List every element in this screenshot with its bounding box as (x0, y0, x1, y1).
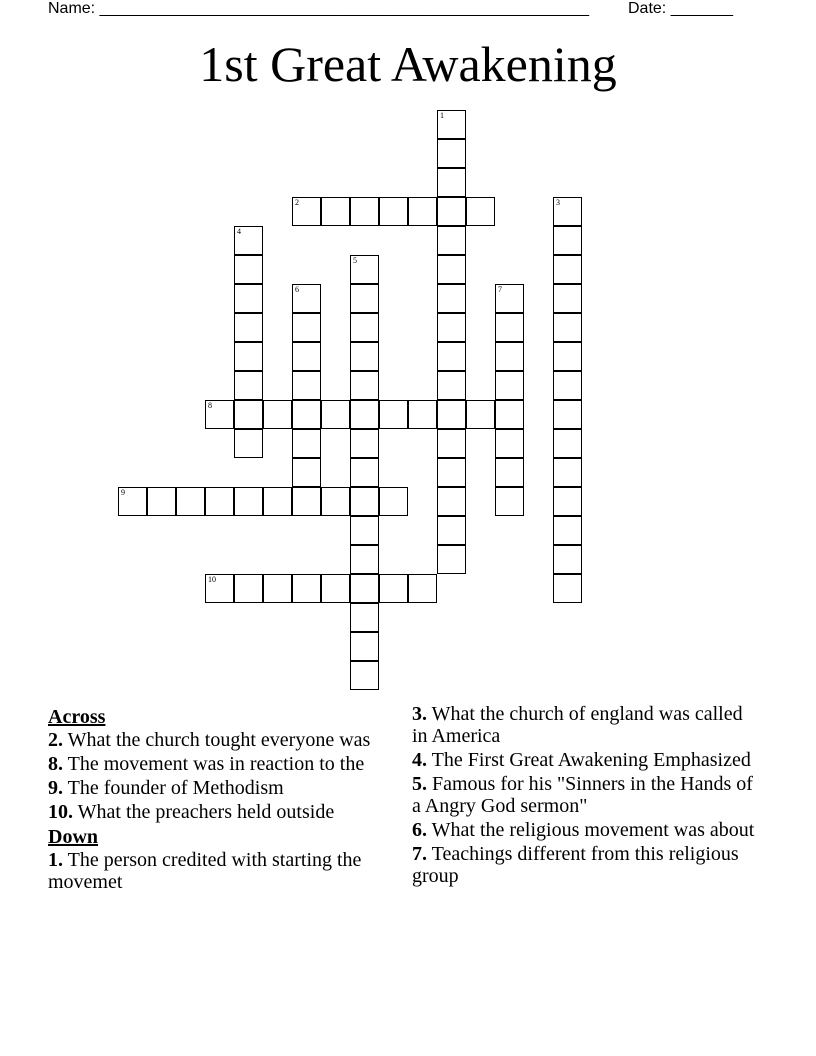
clue-text: The First Great Awakening Emphasized (427, 749, 751, 771)
grid-cell[interactable] (292, 284, 321, 313)
grid-cell[interactable] (292, 400, 321, 429)
grid-cell[interactable] (321, 197, 350, 226)
grid-cell[interactable] (408, 574, 437, 603)
grid-cell[interactable] (553, 400, 582, 429)
clue-number: 6. (412, 819, 427, 841)
grid-cell[interactable] (495, 371, 524, 400)
grid-cell[interactable] (292, 197, 321, 226)
grid-cell[interactable] (437, 226, 466, 255)
grid-cell[interactable] (437, 110, 466, 139)
grid-cell[interactable] (350, 429, 379, 458)
grid-cell[interactable] (292, 574, 321, 603)
clue-across-9 (48, 777, 398, 799)
grid-cell[interactable] (234, 371, 263, 400)
grid-cell[interactable] (495, 400, 524, 429)
grid-cell[interactable] (466, 197, 495, 226)
clue-text: What the preachers held outside (73, 801, 335, 823)
grid-cell[interactable] (495, 458, 524, 487)
grid-cell[interactable] (292, 429, 321, 458)
clue-number: 10. (48, 801, 73, 823)
grid-cell[interactable] (350, 632, 379, 661)
grid-cell[interactable] (437, 284, 466, 313)
grid-cell[interactable] (350, 487, 379, 516)
grid-cell[interactable] (292, 487, 321, 516)
clues-left-column (48, 703, 398, 895)
clue-down-1 (48, 849, 398, 893)
grid-cell[interactable] (408, 197, 437, 226)
grid-cell[interactable] (437, 400, 466, 429)
grid-cell[interactable] (350, 574, 379, 603)
grid-cell[interactable] (350, 661, 379, 690)
cell-number: 7 (498, 285, 502, 294)
clue-number: 5. (412, 773, 427, 795)
grid-cell[interactable] (553, 313, 582, 342)
grid-cell[interactable] (292, 313, 321, 342)
clue-across-10 (48, 801, 398, 823)
grid-cell[interactable] (350, 516, 379, 545)
grid-cell[interactable] (437, 342, 466, 371)
grid-cell[interactable] (350, 400, 379, 429)
grid-cell[interactable] (495, 487, 524, 516)
grid-cell[interactable] (263, 487, 292, 516)
grid-cell[interactable] (321, 400, 350, 429)
clue-number: 4. (412, 749, 427, 771)
clue-number: 7. (412, 843, 427, 865)
cell-number: 4 (237, 227, 241, 236)
grid-cell[interactable] (379, 574, 408, 603)
grid-cell[interactable] (437, 197, 466, 226)
grid-cell[interactable] (205, 574, 234, 603)
clue-text: Teachings different from this religious group (412, 843, 739, 887)
page-title: 1st Great Awakening (199, 36, 617, 92)
grid-cell[interactable] (292, 371, 321, 400)
cell-number: 9 (121, 488, 125, 497)
grid-cell[interactable] (553, 458, 582, 487)
grid-cell[interactable] (553, 371, 582, 400)
cell-number: 2 (295, 198, 299, 207)
clue-number: 1. (48, 849, 63, 871)
down-heading: Down (48, 826, 99, 848)
grid-cell[interactable] (350, 284, 379, 313)
grid-cell[interactable] (437, 313, 466, 342)
grid-cell[interactable] (553, 429, 582, 458)
grid-cell[interactable] (350, 342, 379, 371)
grid-cell[interactable] (553, 197, 582, 226)
clue-down-6 (412, 819, 762, 841)
grid-cell[interactable] (234, 429, 263, 458)
grid-cell[interactable] (553, 342, 582, 371)
clue-down-3 (412, 703, 762, 747)
grid-cell[interactable] (408, 400, 437, 429)
cell-number: 3 (556, 198, 560, 207)
grid-cell[interactable] (350, 371, 379, 400)
grid-cell[interactable] (379, 400, 408, 429)
grid-cell[interactable] (350, 197, 379, 226)
grid-cell[interactable] (234, 313, 263, 342)
grid-cell[interactable] (437, 139, 466, 168)
grid-cell[interactable] (234, 226, 263, 255)
grid-cell[interactable] (466, 400, 495, 429)
grid-cell[interactable] (350, 458, 379, 487)
clue-text: Famous for his "Sinners in the Hands of a Angry God sermon" (412, 773, 753, 817)
date-field[interactable]: Date: _______ (628, 0, 733, 17)
grid-cell[interactable] (437, 458, 466, 487)
clue-text: The movement was in reaction to the (63, 753, 365, 775)
grid-cell[interactable] (495, 429, 524, 458)
clues-right-column (412, 703, 762, 889)
grid-cell[interactable] (437, 516, 466, 545)
grid-cell[interactable] (118, 487, 147, 516)
grid-cell[interactable] (553, 487, 582, 516)
grid-cell[interactable] (350, 255, 379, 284)
grid-cell[interactable] (292, 458, 321, 487)
grid-cell[interactable] (205, 400, 234, 429)
grid-cell[interactable] (234, 487, 263, 516)
across-heading: Across (48, 706, 106, 728)
grid-cell[interactable] (437, 429, 466, 458)
clue-across-8 (48, 753, 398, 775)
clue-number: 9. (48, 777, 63, 799)
cell-number: 1 (440, 111, 444, 120)
grid-cell[interactable] (205, 487, 234, 516)
cell-number: 8 (208, 401, 212, 410)
clue-number: 8. (48, 753, 63, 775)
grid-cell[interactable] (437, 487, 466, 516)
grid-cell[interactable] (553, 284, 582, 313)
grid-cell[interactable] (495, 342, 524, 371)
grid-cell[interactable] (350, 545, 379, 574)
grid-cell[interactable] (437, 168, 466, 197)
clue-text: The person credited with starting the movemet (48, 849, 362, 893)
grid-cell[interactable] (553, 574, 582, 603)
grid-cell[interactable] (263, 574, 292, 603)
grid-cell[interactable] (553, 226, 582, 255)
grid-cell[interactable] (350, 603, 379, 632)
clue-down-5 (412, 773, 762, 817)
cell-number: 10 (208, 575, 216, 584)
grid-cell[interactable] (234, 255, 263, 284)
cell-number: 6 (295, 285, 299, 294)
cell-number: 5 (353, 256, 357, 265)
clue-number: 2. (48, 729, 63, 751)
grid-cell[interactable] (553, 516, 582, 545)
clue-across-2 (48, 729, 398, 751)
grid-cell[interactable] (234, 284, 263, 313)
name-field[interactable]: Name: _______________________________________________________ (48, 0, 589, 17)
grid-cell[interactable] (495, 313, 524, 342)
grid-cell[interactable] (379, 197, 408, 226)
grid-cell[interactable] (234, 342, 263, 371)
grid-cell[interactable] (437, 545, 466, 574)
clue-text: What the religious movement was about (427, 819, 755, 841)
clue-down-4 (412, 749, 762, 771)
grid-cell[interactable] (234, 574, 263, 603)
grid-cell[interactable] (553, 255, 582, 284)
grid-cell[interactable] (176, 487, 205, 516)
grid-cell[interactable] (437, 255, 466, 284)
grid-cell[interactable] (495, 284, 524, 313)
grid-cell[interactable] (234, 400, 263, 429)
grid-cell[interactable] (350, 313, 379, 342)
grid-cell[interactable] (321, 574, 350, 603)
grid-cell[interactable] (263, 400, 292, 429)
grid-cell[interactable] (147, 487, 176, 516)
grid-cell[interactable] (379, 487, 408, 516)
clue-text: What the church of england was called in America (412, 703, 743, 747)
clue-text: What the church tought everyone was (63, 729, 371, 751)
grid-cell[interactable] (437, 371, 466, 400)
clue-text: The founder of Methodism (63, 777, 284, 799)
grid-cell[interactable] (321, 487, 350, 516)
clue-number: 3. (412, 703, 427, 725)
clue-down-7 (412, 843, 762, 887)
grid-cell[interactable] (553, 545, 582, 574)
grid-cell[interactable] (292, 342, 321, 371)
